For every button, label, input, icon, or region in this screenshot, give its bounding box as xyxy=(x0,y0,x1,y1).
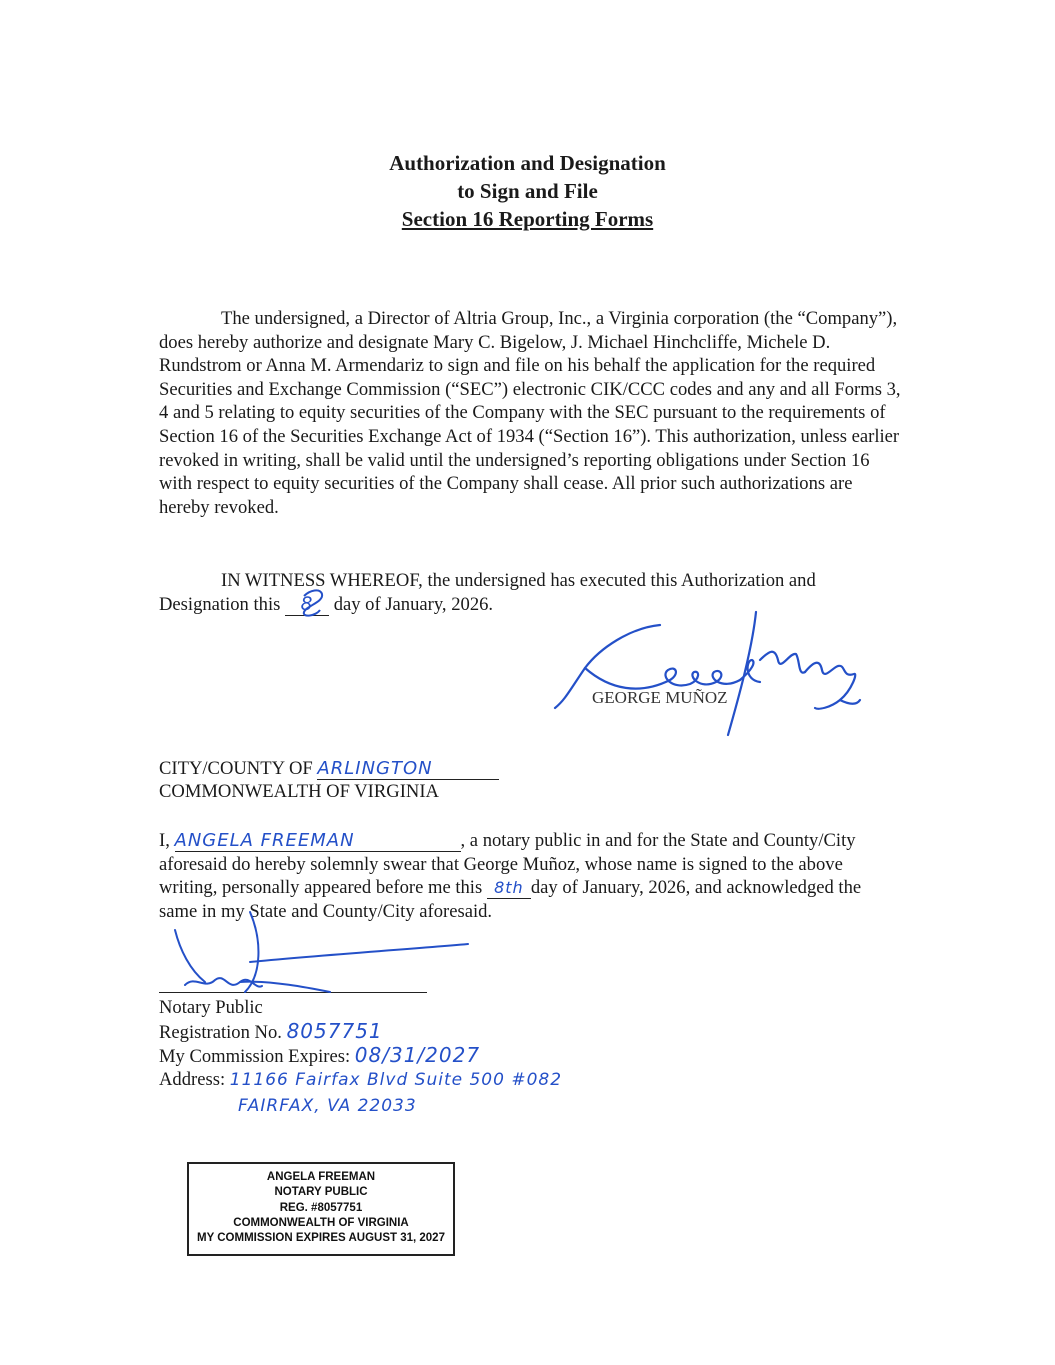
george-munoz-signature xyxy=(555,612,860,735)
witness-text: IN WITNESS WHEREOF, the undersigned has executed this Authorization and Designation this xyxy=(159,570,816,615)
expires-label: My Commission Expires: xyxy=(159,1046,351,1067)
address-value-1: 11166 Fairfax Blvd Suite 500 #082 xyxy=(229,1070,563,1090)
witness-text-after: day of January, 2026. xyxy=(333,593,494,615)
signer-name: GEORGE MUÑOZ xyxy=(592,688,728,707)
notary-text-1: , a notary public in and for the State and County/City aforesaid do hereby solemnly swear that George Muñoz, whose name is signed to the above writing, personally appeared before me this xyxy=(159,830,856,899)
title-underlined: Section 16 Reporting Forms xyxy=(401,207,654,231)
stamp-line-1: ANGELA FREEMAN xyxy=(266,1171,376,1183)
city-county-value: ARLINGTON xyxy=(317,758,433,779)
notary-prefix: I, xyxy=(159,830,170,851)
city-county-label: CITY/COUNTY OF xyxy=(159,758,313,779)
registration-value: 8057751 xyxy=(286,1019,383,1043)
registration-label: Registration No. xyxy=(159,1022,282,1043)
authorization-text: The undersigned, a Director of Altria Group, Inc., a Virginia corporation (the “Company”), does hereby authorize and designate Mary C. Bigelow, J. Michael Hinchcliffe, Michele D. Rundstrom or Anna M. Armendariz to sign and file on his behalf the application for the required Securities and Exchange Commission (“SEC”) electronic CIK/CCC codes and any and all Forms 3, 4 and 5 relating to equity securities of the Company with the SEC pursuant to the requirements of Section 16 of the Securities Exchange Act of 1934 (“Section 16”). This authorization, unless earlier revoked in writing, shall be valid until the undersigned’s reporting obligations under Section 16 with respect to equity securities of the Company shall cease. All prior such authorizations are hereby revoked. xyxy=(159,308,901,518)
notary-text-2: day of January, 2026, and acknowledged the same in my State and County/City aforesaid. xyxy=(159,877,862,922)
notary-public-label: Notary Public xyxy=(159,997,263,1018)
notary-day-value: 8th xyxy=(494,878,524,898)
stamp-line-3: REG. #8057751 xyxy=(279,1201,363,1214)
expires-value: 08/31/2027 xyxy=(354,1043,481,1067)
address-value-2: FAIRFAX, VA 22033 xyxy=(238,1096,417,1116)
stamp-line-4: COMMONWEALTH OF VIRGINIA xyxy=(233,1216,409,1229)
stamp-line-2: NOTARY PUBLIC xyxy=(274,1186,368,1199)
notary-signature xyxy=(175,912,468,992)
stamp-line-5: MY COMMISSION EXPIRES AUGUST 31, 2027 xyxy=(197,1232,445,1245)
address-label: Address: xyxy=(159,1069,226,1090)
commonwealth-line: COMMONWEALTH OF VIRGINIA xyxy=(159,781,439,802)
title-line-1: Authorization and Designation xyxy=(389,151,666,175)
witness-day-value: 8 xyxy=(300,593,314,615)
title-line-2: to Sign and File xyxy=(457,179,598,203)
notary-name-value: ANGELA FREEMAN xyxy=(174,830,355,851)
witness-day-handwriting xyxy=(304,590,322,615)
